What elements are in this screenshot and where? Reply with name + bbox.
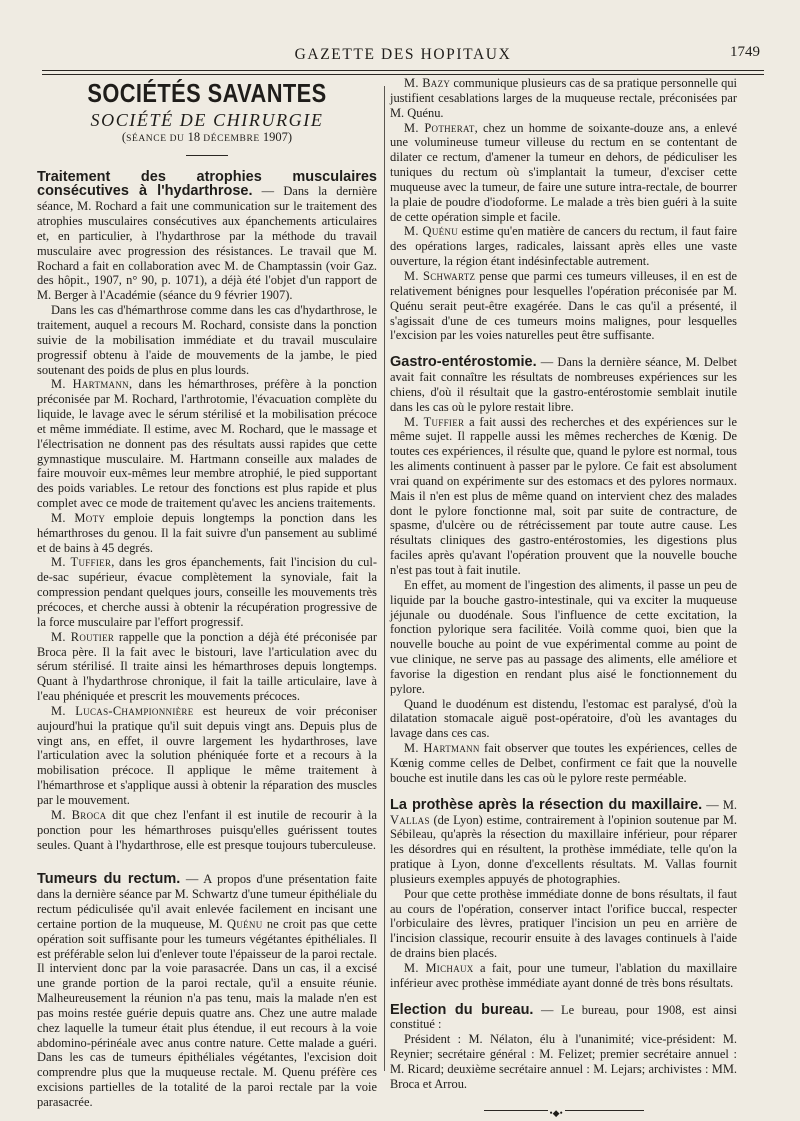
society-title: SOCIÉTÉ DE CHIRURGIE	[90, 109, 324, 130]
article-paragraph: La prothèse après la résection du maxillaire. — M. Vallas (de Lyon) estime, contrairement à l'opinion soutenue par M. Sébileau, qu'après la résection du maxillaire inférieur, pour réparer les désordres qui en résultent, la prothèse immédiate, telle qu'on la pratique à Lyon, donne d'excellents résultats. M. Vallas fournit plusieurs exemples appuyés de photographies.	[390, 796, 737, 886]
speaker-name: M. Tuffier	[404, 414, 465, 429]
speaker-name: M. Routier	[51, 629, 115, 644]
article-paragraph: M. Hartmann, dans les hémarthroses, préfère à la ponction préconisée par M. Rochard, l'arthrotomie, l'évacuation complète du liquide, le lavage avec le sérum stérilisé et la mobilisation précoce et même immédiate. Il estime, avec M. Rochard, que le massage et l'électrisation ne donnent pas des résultats aussi rapides que cette gymnastique musculaire. M. Hartmann conseille aux malades de faire mouvoir eux-mêmes leur membre atrophié, le pied supportant des poids variables. Le retour des fonctions est plus rapide et plus complet avec ce mode de traitement qu'avec les anciens traitements.	[37, 377, 377, 511]
article-paragraph: En effet, au moment de l'ingestion des aliments, il passe un peu de liquide par la bouche gastro-intestinale, qui va exciter la muqueuse jéjunale ou duodénale. Sous l'influence de cette excitation, la fonction pylorique sera facilitée. Voilà comme quoi, bien que la nouvelle bouche au point de vue expérimental comme au point de vue clinique, ne serve pas au passage des aliments, elle améliore et favorise la digestion en rendant plus aisé le fonctionnement du pylore.	[390, 577, 737, 696]
article-paragraph: Election du bureau. — Le bureau, pour 1908, est ainsi constitué :	[390, 1001, 737, 1032]
article-paragraph: Tumeurs du rectum. — A propos d'une présentation faite dans la dernière séance par M. Schwartz d'une tumeur épithéliale du rectum pédiculisée qu'il avait enlevée facilement en incisant une certaine portion de la muqueuse, M. Quénu ne croit pas que cette opération soit suffisante pour les tumeurs végétantes épithéliales. Il est préférable selon lui d'enlever toute l'épaisseur de la paroi rectale. Il intervient donc par la voie parasacrée. Dans un cas, il a excisé une grande portion de la paroi rectale, qu'il a ensuite réunie. Malheureusement la réunion n'a pas tenu, mais la malade n'en est pas moins restée guérie depuis quatre ans. Chez une autre malade chez laquelle la tumeur était plus étendue, il eut recours à la voie abdomino-périnéale avec anus contre nature. Cette malade a guéri. Dans les cas de tumeurs épithéliales végétantes, l'excision doit comprendre plus que la muqueuse rectale. M. Quenu préfère ces excisions partielles de la totalité de la paroi rectale par la voie parasacrée.	[37, 871, 378, 1109]
speaker-name: M. Potherat	[404, 120, 475, 135]
page-header	[42, 40, 764, 68]
article-paragraph: Président : M. Nélaton, élu à l'unanimité; vice-président: M. Reynier; secrétaire général : M. Felizet; premier secrétaire annuel : M. Ricard; deuxième secrétaire annuel : M. Lejars; archivistes : MM. Broca et Arrou.	[390, 1032, 737, 1091]
speaker-name: M. Moty	[51, 510, 106, 525]
article-heading: Traitement des atrophies musculaires consécutives à l'hydarthrose.	[37, 168, 377, 200]
column-divider	[384, 86, 385, 1071]
page-number: 1749	[730, 44, 760, 60]
article-paragraph: M. Broca dit que chez l'enfant il est inutile de recourir à la ponction pour les hémarthroses puisqu'elles guérissent toutes seules. Quant à l'hydarthrose, elle est presque toujours tuberculeuse.	[37, 807, 377, 852]
article-heading: Election du bureau.	[390, 1001, 534, 1018]
article-paragraph: Gastro-entérostomie. — Dans la dernière séance, M. Delbet avait fait connaître les résultats de nombreuses expériences sur les chiens, d'où il résultait que la gastro-entérostomie semblait inutile dans les cas où le pylore restait libre.	[390, 354, 737, 414]
article-paragraph: Quand le duodénum est distendu, l'estomac est paralysé, d'où la dilatation stomacale aiguë post-opératoire, d'où les avantages du lavage dans ces cas.	[390, 696, 737, 741]
article-paragraph: Traitement des atrophies musculaires consécutives à l'hydarthrose. — Dans la dernière séance, M. Rochard a fait une communication sur le traitement des atrophies musculaires consécutives aux épanchements articulaires et, en particulier, à l'hydarthrose par la méthode du travail musculaire avec progression des résistances. Le travail que M. Rochard a fait en collaboration avec M. de Champtassin (voir Gaz. des hôpit., 1907, n° 90, p. 1071), a déjà été l'objet d'un rapport de M. Berger à l'Académie (séance du 9 février 1907).	[37, 168, 377, 303]
speaker-name: M. Quénu	[404, 224, 459, 239]
header-rule	[42, 70, 764, 75]
running-title: GAZETTE DES HOPITAUX	[294, 46, 512, 63]
session-date: (SÉANCE DU 18 DÉCEMBRE 1907)	[121, 129, 293, 144]
article-heading: Gastro-entérostomie.	[390, 354, 537, 371]
article-paragraph: M. Michaux a fait, pour une tumeur, l'ablation du maxillaire inférieur avec prothèse immédiate ayant donné de très bons résultats.	[390, 960, 737, 990]
article-heading: Tumeurs du rectum.	[37, 871, 181, 888]
section-rule	[186, 155, 228, 156]
speaker-name: M. Lucas-Championnière	[51, 703, 194, 718]
end-ornament: •◆•	[484, 1106, 644, 1116]
article-paragraph: M. Potherat, chez un homme de soixante-douze ans, a enlevé une volumineuse tumeur villeuse du rectum en se contentant de dilater ce rectum, d'amener la tumeur en dehors, de pédiculiser les tuniques du rectum où s'implantait la tumeur, d'exciser cette muqueuse avec la tumeur, de faire une suture intra-rectale, de bourrer la plaie de poudre d'iodoforme. Le malade a très bien guéri à la suite de cette opération simple et facile.	[390, 120, 737, 224]
speaker-name: M. Schwartz	[404, 268, 476, 283]
speaker-name: M. Michaux	[404, 960, 474, 975]
speaker-name: M. Tuffier	[51, 555, 112, 570]
article-paragraph: Pour que cette prothèse immédiate donne de bons résultats, il faut au cours de l'opération, conserver intact l'orifice buccal, respecter l'orbiculaire des lèvres, pratiquer l'incision un peu en arrière de l'incision classique, recourir ensuite à des lavages continuels à l'aide de drains bien placés.	[390, 886, 737, 961]
article-paragraph: M. Bazy communique plusieurs cas de sa pratique personnelle qui justifient cesablations larges de la muqueuse rectale, préconisées par M. Quénu.	[390, 76, 737, 120]
speaker-name: Vallas	[390, 812, 430, 827]
article-paragraph: M. Schwartz pense que parmi ces tumeurs villeuses, il en est de relativement bénignes pour lesquelles l'opération préconisée par M. Quénu serait peut-être exagérée. Dans le cas qu'il a présenté, il s'agissait d'une de ces tumeurs moins malignes, pour lesquelles l'excision par les voies naturelles peut être suffisante.	[390, 268, 738, 343]
article-paragraph: M. Lucas-Championnière est heureux de voir préconiser aujourd'hui la pratique qu'il suit depuis vingt ans. Depuis plus de vingt ans, en effet, il ouvre largement les hydarthroses, lave l'articulation avec la solution phéniquée forte et a recours à la mobilisation précoce. Il applique le même traitement à l'hémarthrose et s'applique aussi à obtenir la réparation des muscles par le mouvement.	[37, 703, 377, 807]
speaker-name: M. Hartmann	[51, 377, 129, 392]
article-paragraph: M. Moty emploie depuis longtemps la ponction dans les hémarthroses du genou. Il la fait suivre d'un pansement au sublimé et de bains à 45 degrés.	[37, 510, 377, 555]
speaker-name: M. Hartmann	[404, 741, 480, 756]
article-paragraph: M. Hartmann fait observer que toutes les expériences, celles de Kœnig comme celles de Delbet, confirment ce fait que la nouvelle bouche est inutile dans les cas où le pylore reste perméable.	[390, 741, 737, 785]
article-paragraph: M. Tuffier, dans les gros épanchements, fait l'incision du cul-de-sac supérieur, évacue complètement la synoviale, fait la compression pendant quelques jours, conseille les mouvements très précoces, et cherche aussi à obtenir la récupération progressive de la force musculaire par l'effort progressif.	[37, 555, 377, 629]
left-column	[37, 78, 378, 1110]
article-heading: La prothèse après la résection du maxillaire.	[390, 796, 703, 813]
section-title: SOCIÉTÉS SAVANTES	[87, 78, 327, 108]
article-paragraph: Dans les cas d'hémarthrose comme dans les cas d'hydarthrose, le traitement, auquel a recours M. Rochard, consiste dans la ponction suivie de la mobilisation immédiate et du travail musculaire progressif obtenu à l'aide de mouvements de la jambe, le pied soutenant des poids de plus en plus lourds.	[37, 303, 377, 377]
article-paragraph: M. Tuffier a fait aussi des recherches et des expériences sur le même sujet. Il rappelle aussi les mêmes recherches de Kœnig. De toutes ces expériences, il résulte que, quand le pylore est normal, tous les aliments continuent à passer par le pylore. Ce fait est absolument vrai quand on expérimente sur des estomacs et des pylores normaux. Mais il n'en est plus de même quand on intervient chez des malades dont le pylore fonctionne mal, soit par suite de contracture, de spasme, d'ulcère ou de rétrécissement par toute autre cause. Les résultats cliniques des gastro-entérostomies, les digestions plus faciles après qu'avant l'opération prouvent que la nouvelle bouche n'est pas tout à fait inutile.	[390, 414, 737, 577]
article-paragraph: M. Quénu estime qu'en matière de cancers du rectum, il faut faire des opérations larges, radicales, laissant après elles une vaste ouverture, la région étant indésinfectable autrement.	[390, 224, 737, 269]
speaker-name: M. Bazy	[404, 76, 451, 90]
right-column	[390, 76, 737, 1116]
speaker-name: M. Broca	[51, 807, 107, 822]
article-paragraph: M. Routier rappelle que la ponction a déjà été préconisée par Broca père. Il la fait avec le bistouri, lave l'articulation avec du sérum stérilisé. Il traite ainsi les hémarthroses depuis longtemps. Quant à l'hydarthrose chronique, il fait la taille articulaire, lave à l'eau phéniquée et prescrit les mouvements précoces.	[37, 629, 377, 704]
speaker-name: Quénu	[227, 916, 263, 931]
